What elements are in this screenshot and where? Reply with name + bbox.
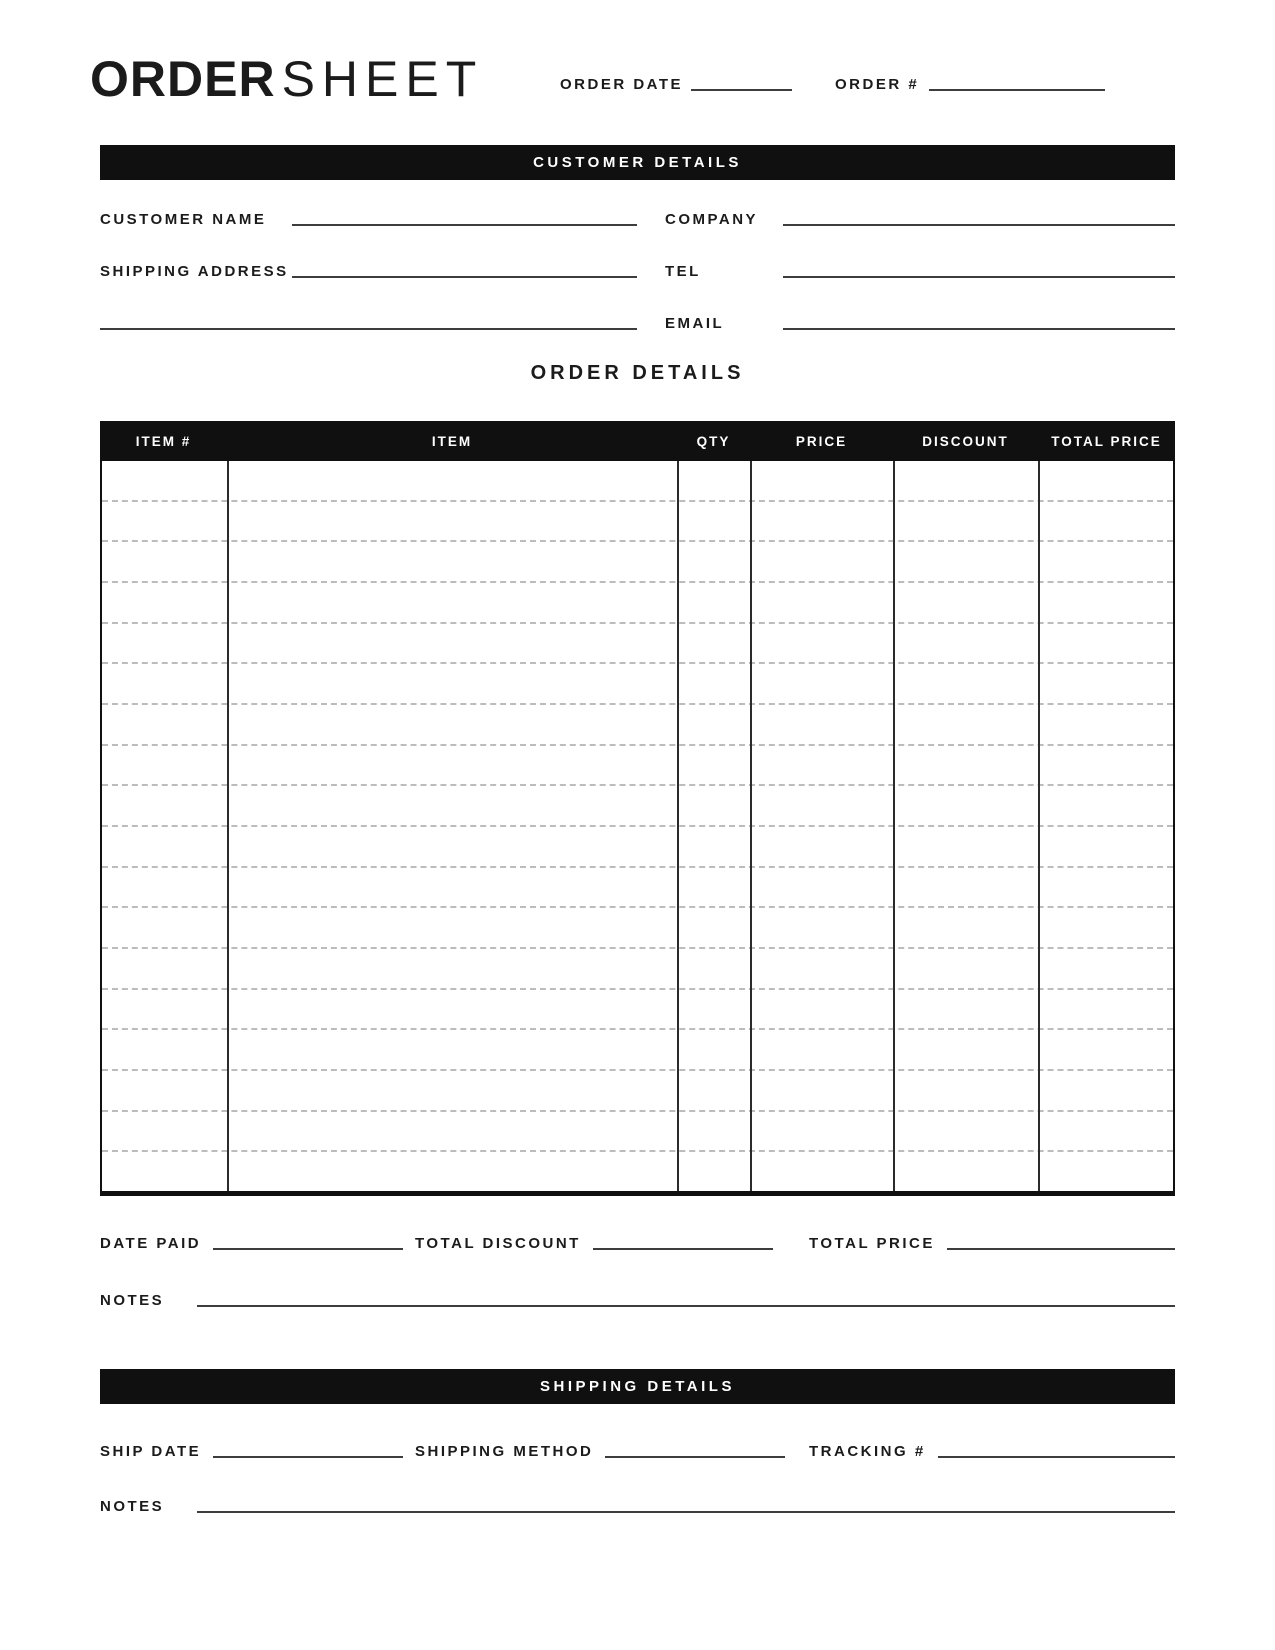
- order-table-cell[interactable]: [677, 461, 750, 500]
- order-table-cell[interactable]: [677, 1152, 750, 1191]
- order-table-row: [102, 461, 1173, 502]
- order-table-cell[interactable]: [1038, 664, 1173, 703]
- order-table-row: [102, 827, 1173, 868]
- order-table-cell[interactable]: [102, 461, 227, 500]
- order-table-row: [102, 868, 1173, 909]
- order-table-cell[interactable]: [677, 1030, 750, 1069]
- column-header-item: ITEM: [431, 433, 473, 449]
- order-table-cell[interactable]: [750, 1030, 893, 1069]
- order-table-cell[interactable]: [893, 542, 1038, 581]
- order-table-cell[interactable]: [1038, 624, 1173, 663]
- order-table-cell[interactable]: [750, 827, 893, 866]
- order-totals-row: [100, 1226, 1175, 1252]
- column-header-item: ITEM #: [135, 433, 192, 449]
- order-table-cell[interactable]: [750, 1112, 893, 1151]
- order-table-cell[interactable]: [1038, 786, 1173, 825]
- tracking-number-group: [809, 1443, 1175, 1460]
- order-table-row: [102, 908, 1173, 949]
- customer-row-2: [100, 228, 1175, 280]
- order-table-cell[interactable]: [893, 1112, 1038, 1151]
- ship-date-label: SHIP DATE: [100, 1443, 202, 1460]
- email-field[interactable]: [783, 328, 1175, 330]
- column-header-price: PRICE: [795, 433, 848, 449]
- total-price-label: TOTAL PRICE: [809, 1235, 935, 1252]
- order-table-row: [102, 746, 1173, 787]
- order-table-cell[interactable]: [677, 664, 750, 703]
- ship-date-field[interactable]: [213, 1456, 403, 1458]
- order-table-cell[interactable]: [227, 746, 677, 785]
- order-table-cell[interactable]: [750, 990, 893, 1029]
- customer-name-group: [100, 211, 637, 228]
- order-table-cell[interactable]: [227, 990, 677, 1029]
- order-table-cell[interactable]: [750, 746, 893, 785]
- order-table-cell[interactable]: [750, 542, 893, 581]
- page-title-primary: ORDER: [90, 51, 276, 107]
- order-table-cell[interactable]: [1038, 949, 1173, 988]
- order-table-cell[interactable]: [1038, 746, 1173, 785]
- order-table-cell[interactable]: [227, 583, 677, 622]
- order-table-cell[interactable]: [750, 461, 893, 500]
- total-discount-label: TOTAL DISCOUNT: [415, 1235, 581, 1252]
- tel-field[interactable]: [783, 276, 1175, 278]
- order-table-cell[interactable]: [893, 624, 1038, 663]
- order-table-cell[interactable]: [102, 624, 227, 663]
- order-table-cell[interactable]: [227, 827, 677, 866]
- order-table-cell[interactable]: [677, 990, 750, 1029]
- shipping-fields-row: [100, 1434, 1175, 1460]
- order-table-row: [102, 1152, 1173, 1191]
- shipping-method-field[interactable]: [605, 1456, 785, 1458]
- column-divider: [227, 461, 229, 1191]
- order-table-cell[interactable]: [677, 949, 750, 988]
- shipping-method-label: SHIPPING METHOD: [415, 1443, 594, 1460]
- shipping-notes-field[interactable]: [197, 1511, 1175, 1513]
- order-table-cell[interactable]: [750, 583, 893, 622]
- order-table-cell[interactable]: [893, 664, 1038, 703]
- order-table-cell[interactable]: [677, 1071, 750, 1110]
- order-table-cell[interactable]: [227, 1030, 677, 1069]
- order-table-row: [102, 1030, 1173, 1071]
- order-table-row: [102, 705, 1173, 746]
- company-group: [665, 211, 1175, 228]
- order-table-cell[interactable]: [1038, 583, 1173, 622]
- order-table-row: [102, 624, 1173, 665]
- order-table-cell[interactable]: [1038, 1112, 1173, 1151]
- order-table-cell[interactable]: [677, 705, 750, 744]
- date-paid-field[interactable]: [213, 1248, 403, 1250]
- total-price-group: [809, 1235, 1175, 1252]
- customer-row-1: [100, 176, 1175, 228]
- shipping-method-group: [415, 1443, 809, 1460]
- order-table-cell[interactable]: [102, 1071, 227, 1110]
- customer-fields: [100, 176, 1175, 332]
- order-table-cell[interactable]: [102, 1030, 227, 1069]
- order-table-cell[interactable]: [102, 1152, 227, 1191]
- order-table-cell[interactable]: [750, 1152, 893, 1191]
- order-table-cell[interactable]: [893, 908, 1038, 947]
- customer-details-section-bar: [100, 145, 1175, 180]
- customer-name-label: CUSTOMER NAME: [100, 211, 267, 228]
- order-table-cell[interactable]: [677, 583, 750, 622]
- customer-name-field[interactable]: [292, 224, 637, 226]
- order-table-cell[interactable]: [750, 705, 893, 744]
- shipping-notes-label: NOTES: [100, 1498, 165, 1515]
- order-table-row: [102, 664, 1173, 705]
- column-divider: [1038, 461, 1040, 1191]
- order-table-cell[interactable]: [102, 908, 227, 947]
- customer-row-3: [100, 280, 1175, 332]
- order-table-cell[interactable]: [893, 583, 1038, 622]
- order-table-cell[interactable]: [1038, 705, 1173, 744]
- order-table-cell[interactable]: [102, 949, 227, 988]
- order-sheet-page: [90, 0, 1175, 1650]
- ship-date-group: [100, 1443, 415, 1460]
- order-table-cell[interactable]: [227, 868, 677, 907]
- order-table-cell[interactable]: [893, 746, 1038, 785]
- customer-details-title: CUSTOMER DETAILS: [533, 154, 742, 171]
- order-table-cell[interactable]: [1038, 461, 1173, 500]
- order-table-cell[interactable]: [677, 624, 750, 663]
- order-table-cell[interactable]: [102, 583, 227, 622]
- order-table-cell[interactable]: [227, 624, 677, 663]
- order-table-cell[interactable]: [227, 542, 677, 581]
- page-title: [90, 51, 484, 107]
- page-title-secondary: SHEET: [281, 51, 484, 107]
- order-table-cell[interactable]: [102, 746, 227, 785]
- order-table-cell[interactable]: [893, 827, 1038, 866]
- tel-label: TEL: [665, 263, 701, 280]
- order-table-cell[interactable]: [227, 949, 677, 988]
- order-table-cell[interactable]: [893, 502, 1038, 541]
- column-header-qty: QTY: [696, 433, 731, 449]
- order-table-cell[interactable]: [227, 664, 677, 703]
- order-table-cell[interactable]: [750, 949, 893, 988]
- order-table-row: [102, 949, 1173, 990]
- order-table-cell[interactable]: [893, 1030, 1038, 1069]
- order-table-cell[interactable]: [893, 1071, 1038, 1110]
- order-table-cell[interactable]: [102, 868, 227, 907]
- order-table-header: [100, 421, 1175, 461]
- order-table-cell[interactable]: [750, 664, 893, 703]
- order-table-row: [102, 990, 1173, 1031]
- order-date-field[interactable]: [691, 89, 792, 91]
- order-number-group: [835, 76, 1105, 93]
- order-table-row: [102, 502, 1173, 543]
- order-table-cell[interactable]: [893, 786, 1038, 825]
- order-details-title: ORDER DETAILS: [530, 362, 745, 384]
- column-divider: [893, 461, 895, 1191]
- order-number-field[interactable]: [929, 89, 1105, 91]
- order-table-cell[interactable]: [893, 990, 1038, 1029]
- order-table-cell[interactable]: [227, 502, 677, 541]
- email-label: EMAIL: [665, 315, 725, 332]
- shipping-details-title: SHIPPING DETAILS: [540, 1378, 735, 1395]
- company-field[interactable]: [783, 224, 1175, 226]
- order-date-label: ORDER DATE: [560, 76, 684, 93]
- column-header-total-price: TOTAL PRICE: [1051, 433, 1162, 449]
- column-divider: [750, 461, 752, 1191]
- company-label: COMPANY: [665, 211, 759, 228]
- order-table-cell[interactable]: [1038, 542, 1173, 581]
- shipping-address-group: [100, 263, 637, 280]
- email-group: [665, 315, 1175, 332]
- order-table-body: [100, 461, 1175, 1196]
- order-table-cell[interactable]: [750, 786, 893, 825]
- order-table-cell[interactable]: [227, 1152, 677, 1191]
- total-price-field[interactable]: [947, 1248, 1175, 1250]
- order-table-row: [102, 583, 1173, 624]
- order-date-group: [560, 76, 792, 93]
- order-table-cell[interactable]: [677, 786, 750, 825]
- date-paid-label: DATE PAID: [100, 1235, 202, 1252]
- tel-group: [665, 263, 1175, 280]
- order-table-cell[interactable]: [677, 868, 750, 907]
- column-header-discount: DISCOUNT: [922, 433, 1009, 449]
- order-table-cell[interactable]: [227, 786, 677, 825]
- order-table-cell[interactable]: [1038, 1152, 1173, 1191]
- order-table-cell[interactable]: [227, 1071, 677, 1110]
- order-notes-field[interactable]: [197, 1305, 1175, 1307]
- order-table-cell[interactable]: [102, 1112, 227, 1151]
- total-discount-field[interactable]: [593, 1248, 773, 1250]
- order-table-row: [102, 786, 1173, 827]
- order-table-cell[interactable]: [1038, 868, 1173, 907]
- order-table-cell[interactable]: [750, 502, 893, 541]
- shipping-address-line2-group: [100, 328, 637, 332]
- order-table-cell[interactable]: [1038, 990, 1173, 1029]
- order-table-cell[interactable]: [227, 461, 677, 500]
- order-table-cell[interactable]: [677, 502, 750, 541]
- order-table-row: [102, 542, 1173, 583]
- order-table-cell[interactable]: [227, 1112, 677, 1151]
- shipping-notes-row: [100, 1489, 1175, 1515]
- tracking-number-label: TRACKING #: [809, 1443, 926, 1460]
- order-table-cell[interactable]: [750, 908, 893, 947]
- order-table-cell[interactable]: [102, 542, 227, 581]
- order-table-cell[interactable]: [750, 624, 893, 663]
- order-table-cell[interactable]: [893, 868, 1038, 907]
- total-discount-group: [415, 1235, 809, 1252]
- order-table-cell[interactable]: [893, 1152, 1038, 1191]
- order-table-cell[interactable]: [750, 868, 893, 907]
- order-table-cell[interactable]: [893, 705, 1038, 744]
- shipping-address-label: SHIPPING ADDRESS: [100, 263, 289, 280]
- order-table-cell[interactable]: [102, 827, 227, 866]
- order-table-cell[interactable]: [227, 705, 677, 744]
- shipping-address-field[interactable]: [292, 276, 637, 278]
- order-number-label: ORDER #: [835, 76, 920, 93]
- order-table-cell[interactable]: [750, 1071, 893, 1110]
- order-table-row: [102, 1071, 1173, 1112]
- order-table-cell[interactable]: [1038, 1030, 1173, 1069]
- order-table-cell[interactable]: [677, 827, 750, 866]
- order-table: [100, 421, 1175, 1196]
- tracking-number-field[interactable]: [938, 1456, 1175, 1458]
- order-table-cell[interactable]: [1038, 827, 1173, 866]
- shipping-details-section-bar: [100, 1369, 1175, 1404]
- order-table-row: [102, 1112, 1173, 1153]
- order-table-cell[interactable]: [102, 705, 227, 744]
- order-table-cell[interactable]: [1038, 502, 1173, 541]
- order-table-cell[interactable]: [102, 990, 227, 1029]
- order-table-cell[interactable]: [677, 542, 750, 581]
- order-table-cell[interactable]: [102, 786, 227, 825]
- date-paid-group: [100, 1235, 415, 1252]
- order-table-cell[interactable]: [677, 1112, 750, 1151]
- column-divider: [677, 461, 679, 1191]
- order-table-cell[interactable]: [1038, 908, 1173, 947]
- order-table-cell[interactable]: [677, 746, 750, 785]
- shipping-address-line2-field[interactable]: [100, 328, 637, 330]
- order-notes-label: NOTES: [100, 1292, 165, 1309]
- order-notes-row: [100, 1283, 1175, 1309]
- order-table-cell[interactable]: [102, 502, 227, 541]
- order-table-cell[interactable]: [227, 908, 677, 947]
- page-header: [90, 0, 1175, 107]
- order-table-cell[interactable]: [677, 908, 750, 947]
- order-table-cell[interactable]: [102, 664, 227, 703]
- order-table-cell[interactable]: [893, 949, 1038, 988]
- order-table-cell[interactable]: [893, 461, 1038, 500]
- order-table-cell[interactable]: [1038, 1071, 1173, 1110]
